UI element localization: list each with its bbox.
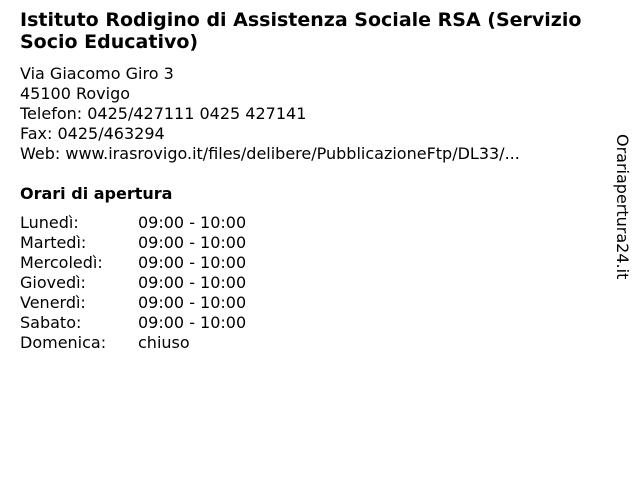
site-brand-text: Orariaperturа24.it [613, 134, 632, 280]
site-brand-vertical [612, 134, 634, 312]
fax-number: Fax: 0425/463294 [20, 124, 165, 143]
day-label: Mercoledì: [20, 253, 103, 272]
phone-numbers: Telefon: 0425/427111 0425 427141 [20, 104, 307, 123]
time-range: 09:00 - 10:00 [138, 293, 247, 312]
time-range: 09:00 - 10:00 [138, 273, 247, 292]
time-range: 09:00 - 10:00 [138, 313, 247, 332]
opening-hours-heading: Orari di apertura [20, 184, 173, 203]
address-block [20, 64, 600, 164]
day-label: Giovedì: [20, 273, 86, 292]
time-range: 09:00 - 10:00 [138, 253, 247, 272]
time-range: 09:00 - 10:00 [138, 213, 247, 232]
day-label: Venerdì: [20, 293, 86, 312]
place-title: Istituto Rodigino di Assistenza Sociale RSA (Servizio Socio Educativo) [20, 9, 582, 53]
time-range: chiuso [138, 333, 190, 352]
website-link[interactable]: Web: www.irasrovigo.it/files/delibere/PubblicazioneFtp/DL33/... [20, 144, 520, 163]
time-range: 09:00 - 10:00 [138, 233, 247, 252]
day-label: Martedì: [20, 233, 87, 252]
street-address: Via Giacomo Giro 3 [20, 64, 174, 83]
day-label: Domenica: [20, 333, 107, 352]
day-label: Sabato: [20, 313, 82, 332]
day-label: Lunedì: [20, 213, 79, 232]
city-postal: 45100 Rovigo [20, 84, 131, 103]
